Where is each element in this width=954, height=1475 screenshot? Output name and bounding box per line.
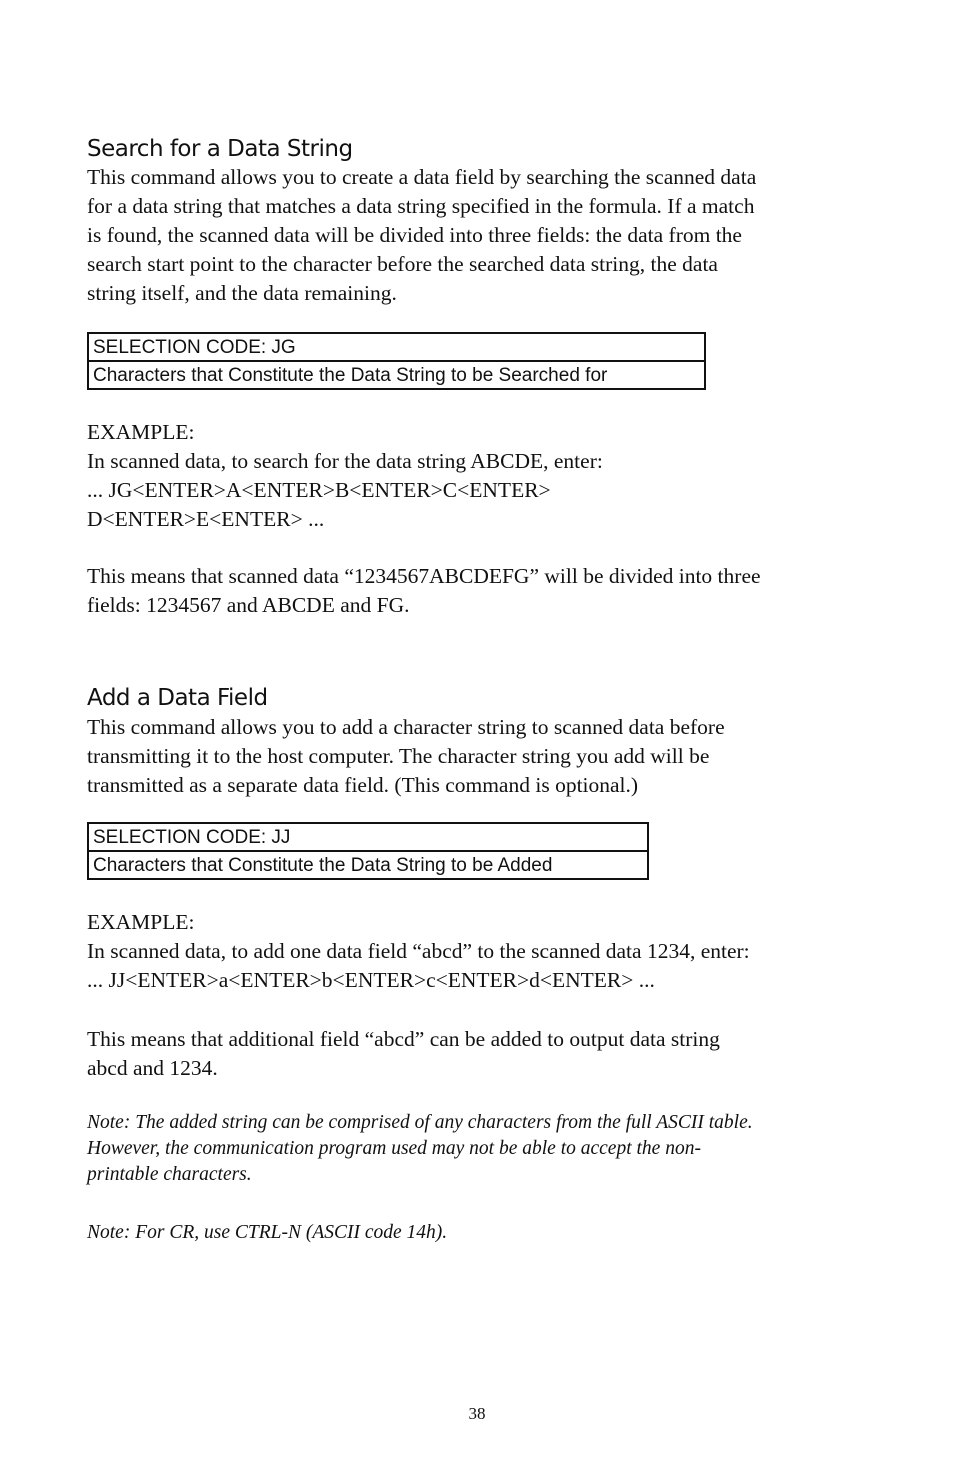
text-line: search start point to the character before the searched data string, the data [87, 252, 718, 276]
selection-code-description: Characters that Constitute the Data String to be Searched for [89, 360, 704, 388]
add-intro-paragraph [87, 713, 857, 800]
text-line: ... JJ<ENTER>a<ENTER>b<ENTER>c<ENTER>d<ENTER> ... [87, 968, 655, 992]
text-line: transmitting it to the host computer. The character string you add will be [87, 744, 710, 768]
selection-code-label: SELECTION CODE: JG [93, 337, 296, 358]
text-line: ... JG<ENTER>A<ENTER>B<ENTER>C<ENTER> [87, 478, 551, 502]
text-line: Note: The added string can be comprised of any characters from the full ASCII table. [87, 1112, 753, 1133]
text-line: This command allows you to add a character string to scanned data before [87, 715, 725, 739]
text-line: printable characters. [87, 1164, 252, 1185]
section-heading-add-data-field: Add a Data Field [87, 685, 268, 711]
text-line: EXAMPLE: [87, 910, 195, 934]
ascii-note [87, 1110, 857, 1188]
text-line: This means that additional field “abcd” can be added to output data string [87, 1027, 720, 1051]
add-example-paragraph [87, 908, 857, 995]
search-result-paragraph [87, 562, 857, 620]
search-intro-paragraph [87, 163, 857, 308]
text-line: D<ENTER>E<ENTER> ... [87, 507, 325, 531]
selection-code-description: Characters that Constitute the Data String to be Added [89, 850, 647, 878]
selection-code-box-jj [87, 822, 649, 880]
text-line: for a data string that matches a data string specified in the formula. If a match [87, 194, 755, 218]
page-number: 38 [468, 1404, 486, 1423]
text-line: fields: 1234567 and ABCDE and FG. [87, 593, 410, 617]
cr-note [87, 1220, 857, 1246]
text-line: string itself, and the data remaining. [87, 281, 397, 305]
text-line: This command allows you to create a data field by searching the scanned data [87, 165, 757, 189]
text-line: Note: For CR, use CTRL-N (ASCII code 14h). [87, 1222, 448, 1243]
selection-code-box-jg [87, 332, 706, 390]
text-line: In scanned data, to add one data field “abcd” to the scanned data 1234, enter: [87, 939, 750, 963]
text-line: In scanned data, to search for the data string ABCDE, enter: [87, 449, 603, 473]
text-line: abcd and 1234. [87, 1056, 218, 1080]
add-result-paragraph [87, 1025, 857, 1083]
text-line: However, the communication program used may not be able to accept the non- [87, 1138, 701, 1159]
text-line: is found, the scanned data will be divided into three fields: the data from the [87, 223, 742, 247]
search-example-paragraph [87, 418, 857, 534]
text-line: EXAMPLE: [87, 420, 195, 444]
text-line: This means that scanned data “1234567ABCDEFG” will be divided into three [87, 564, 761, 588]
section-heading-search-data-string: Search for a Data String [87, 136, 353, 162]
text-line: transmitted as a separate data field. (This command is optional.) [87, 773, 639, 797]
selection-code-label: SELECTION CODE: JJ [93, 827, 291, 848]
